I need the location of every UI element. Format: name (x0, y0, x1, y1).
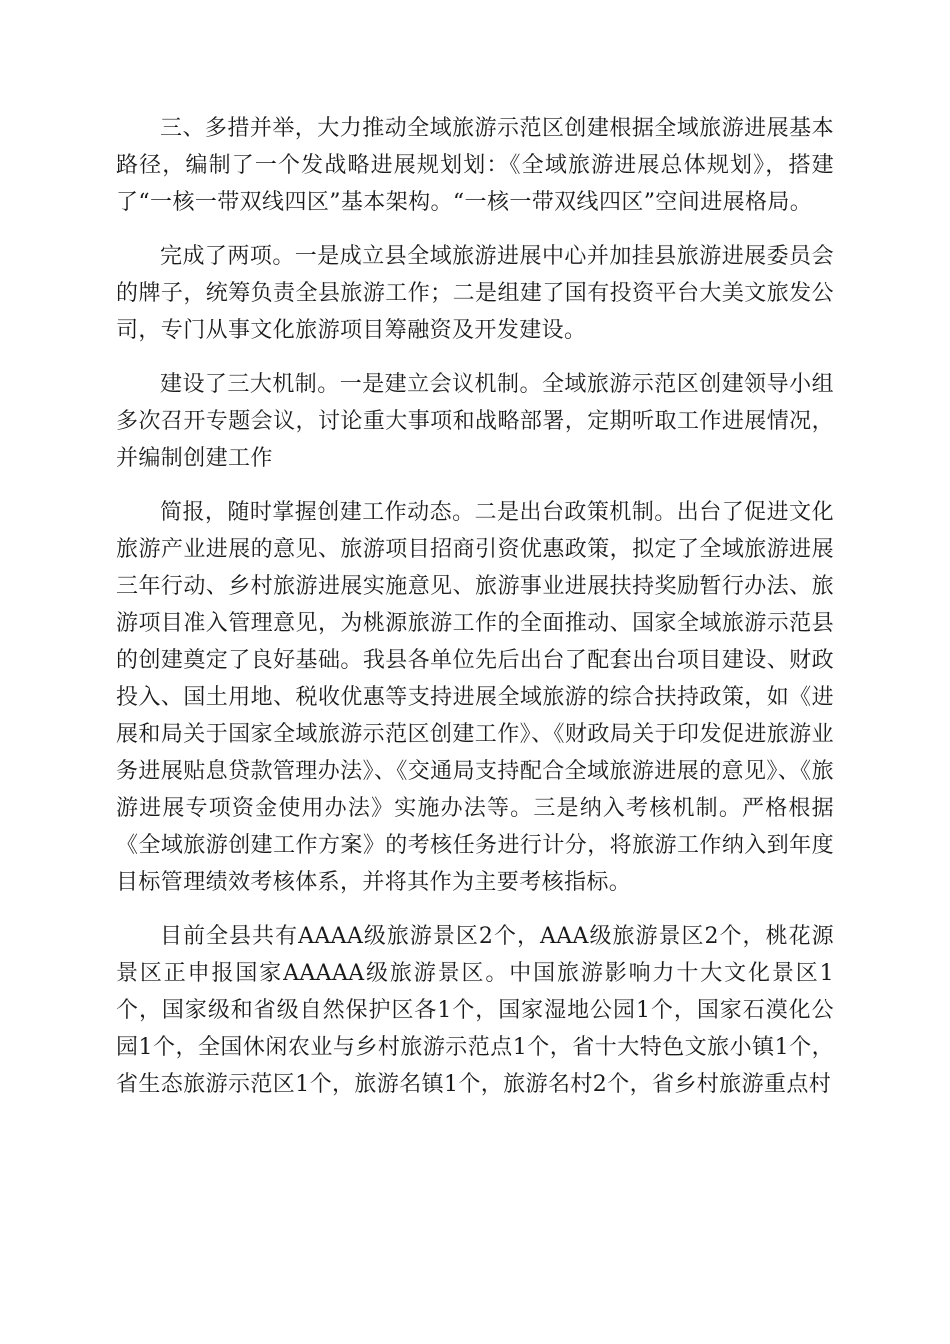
paragraph-scenic-areas: 目前全县共有AAAA级旅游景区2个，AAA级旅游景区2个，桃花源景区正申报国家AAAAA级旅游景区。中国旅游影响力十大文化景区1个，国家级和省级自然保护区各1个，国家湿地公园1个，国家石漠化公园1个，全国休闲农业与乡村旅游示范点1个，省十大特色文旅小镇1个，省生态旅游示范区1个，旅游名镇1个，旅游名村2个，省乡村旅游重点村 (116, 924, 834, 1097)
paragraph-policy-mechanism: 简报，随时掌握创建工作动态。二是出台政策机制。出台了促进文化旅游产业进展的意见、旅游项目招商引资优惠政策，拟定了全域旅游进展三年行动、乡村旅游进展实施意见、旅游事业进展扶持奖励暂行办法、旅游项目准入管理意见，为桃源旅游工作的全面推动、国家全域旅游示范县的创建奠定了良好基础。我县各单位先后出台了配套出台项目建设、财政投入、国土用地、税收优惠等支持进展全域旅游的综合扶持政策，如《进展和局关于国家全域旅游示范区创建工作》、《财政局关于印发促进旅游业务进展贴息贷款管理办法》、《交通局支持配合全域旅游进展的意见》、《旅游进展专项资金使用办法》实施办法等。三是纳入考核机制。严格根据《全域旅游创建工作方案》的考核任务进行计分，将旅游工作纳入到年度目标管理绩效考核体系，并将其作为主要考核指标。 (116, 500, 834, 895)
paragraph-two-items: 完成了两项。一是成立县全域旅游进展中心并加挂县旅游进展委员会的牌子，统筹负责全县旅游工作；二是组建了国有投资平台大美文旅发公司，专门从事文化旅游项目筹融资及开发建设。 (116, 244, 834, 343)
paragraph-strategy-planning: 三、多措并举，大力推动全域旅游示范区创建根据全域旅游进展基本路径，编制了一个发战略进展规划划：《全域旅游进展总体规划》，搭建了“一核一带双线四区”基本架构。“一核一带双线四区”空间进展格局。 (116, 116, 834, 215)
paragraph-three-mechanisms: 建设了三大机制。一是建立会议机制。全域旅游示范区创建领导小组多次召开专题会议，讨论重大事项和战略部署，定期听取工作进展情况，并编制创建工作 (116, 372, 834, 471)
document-body (116, 110, 834, 1120)
